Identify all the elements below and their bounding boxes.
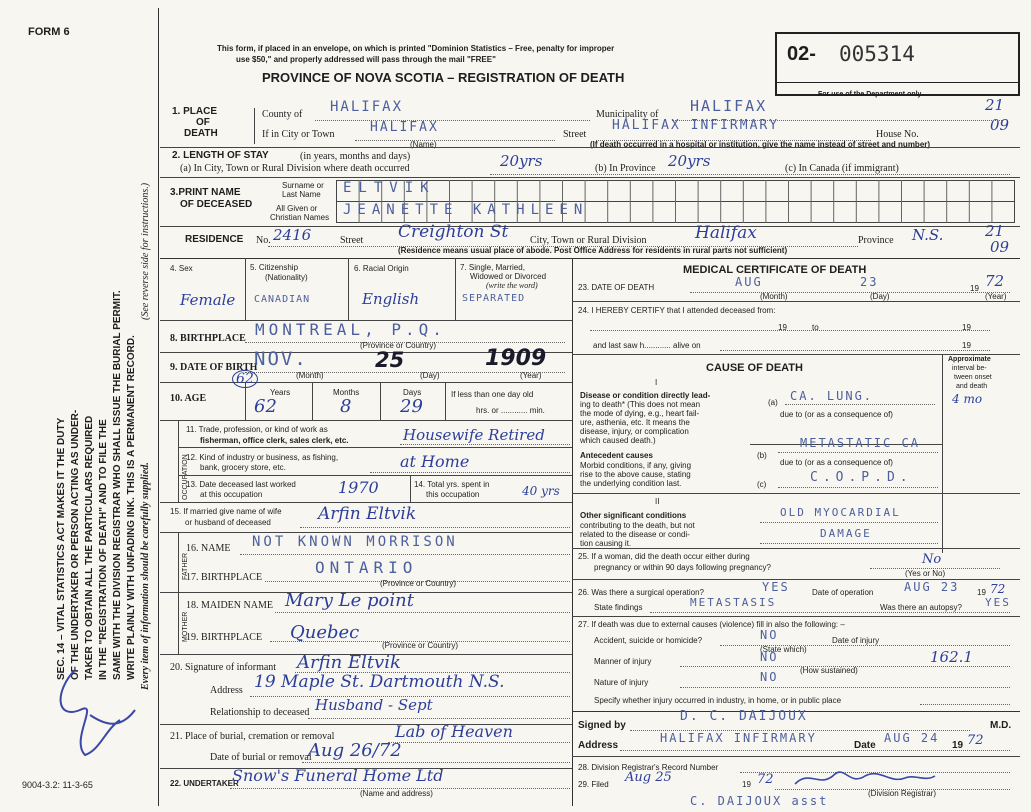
label-reg-record: 28. Division Registrar's Record Number (578, 763, 719, 772)
side-line-3: TAKER TO OBTAIN ALL THE PARTICULARS REQUIRED (84, 415, 95, 680)
dis-5: disease, injury, or complication (580, 427, 689, 436)
dis-6: which caused death.) (580, 436, 656, 445)
dob-year-value: 1909 (485, 346, 547, 371)
ante-2: Morbid conditions, if any, giving (580, 461, 692, 470)
mother-birth-value: Quebec (290, 622, 360, 643)
label-industry2: bank, grocery store, etc. (200, 463, 286, 472)
notice-line-1: This form, if placed in an envelope, on which is printed "Dominion Statistics – Free, penalty for improper (217, 44, 615, 53)
label-christian: Christian Names (270, 213, 330, 222)
nature-value: NO (760, 670, 779, 684)
cause-b-value: METASTATIC CA (800, 436, 920, 450)
informant-address-value: 19 Maple St. Dartmouth N.S. (254, 672, 505, 692)
citizenship-value: CANADIAN (254, 294, 311, 305)
father-value: NOT KNOWN MORRISON (252, 534, 458, 550)
label-date-last: 13. Date deceased last worked (186, 480, 296, 489)
other-cond-2: DAMAGE (820, 527, 872, 540)
label-date-op: Date of operation (812, 588, 874, 597)
side-line-5: SAME WITH THE DIVISION REGISTRAR WHO SHALL ISSUE THE BURIAL PERMIT. (112, 290, 123, 680)
dept-code-1: 21 (985, 96, 1005, 114)
findings-value: METASTASIS (690, 596, 777, 609)
surgery-value: YES (762, 580, 790, 594)
label-res-street: Street (340, 235, 364, 246)
dod-year-value: 72 (985, 272, 1005, 290)
label-total-yrs2: this occupation (426, 490, 480, 499)
label-racial: 6. Racial Origin (354, 264, 409, 273)
due-to-2: due to (or as a consequence of) (780, 458, 893, 467)
trade-value: Housewife Retired (403, 426, 545, 444)
stay-note: (in years, months and days) (300, 151, 411, 162)
side-line-7: (See reverse side for instructions.) (140, 182, 151, 320)
label-of: OF (196, 117, 210, 128)
label-street: Street (563, 129, 587, 140)
label-city: If in City or Town (262, 129, 335, 140)
mother-value: Mary Le point (285, 590, 414, 611)
informant-value: Arfin Eltvik (297, 652, 401, 673)
label-write-word: (write the word) (486, 281, 538, 290)
other-4: tion causing it. (580, 539, 632, 548)
label-cert-19c: 19 (962, 341, 971, 350)
label-relationship: Relationship to deceased (210, 707, 310, 718)
dob-day-value: 25 (375, 348, 405, 372)
dod-month-value: AUG (735, 275, 763, 289)
label-dob-day: (Day) (420, 371, 440, 380)
given-names-value: JEANETTE KATHLEEN (343, 202, 589, 218)
label-industry: 12. Kind of industry or business, as fishing, (186, 453, 339, 462)
sig-year-value: 72 (967, 733, 984, 748)
other-2: contributing to the death, but not (580, 521, 695, 530)
cause-a-value: CA. LUNG. (790, 389, 874, 403)
label-single: 7. Single, Married, (460, 263, 525, 272)
label-woman-2: pregnancy or within 90 days following pregnancy? (594, 563, 771, 572)
label-county: County of (262, 109, 303, 120)
label-sig-address: Address (578, 740, 619, 751)
label-hrs-min: hrs. or ............ min. (476, 406, 545, 415)
city-value: HALIFAX (370, 120, 439, 135)
label-f-name: 16. NAME (186, 543, 231, 554)
other-cond-1: OLD MYOCARDIAL (780, 506, 901, 519)
label-res-province: Province (858, 235, 894, 246)
birthplace-value: MONTREAL, P.Q. (255, 320, 446, 339)
reg-number: 005314 (839, 42, 915, 66)
label-age: 10. AGE (170, 393, 207, 404)
sig-address-value: HALIFAX INFIRMARY (660, 731, 817, 745)
label-days: Days (403, 388, 422, 397)
label-months: Months (333, 388, 360, 397)
woman-value: No (922, 552, 942, 567)
label-f-birth: 17. BIRTHPLACE (186, 572, 263, 583)
dis-3: the mode of dying, e.g., heart fail- (580, 409, 700, 418)
label-stay-b: (b) In Province (595, 163, 656, 174)
dod-day-value: 23 (860, 275, 879, 289)
label-occupation: OCCUPATION (182, 454, 189, 500)
label-years: Years (270, 388, 291, 397)
label-of-deceased: OF DECEASED (180, 199, 253, 210)
signed-value: D. C. DAIJOUX (680, 709, 808, 724)
label-wife: 15. If married give name of wife (170, 507, 282, 516)
label-state-which: (State which) (760, 645, 807, 654)
label-length-stay: 2. LENGTH OF STAY (172, 150, 269, 161)
medical-title: MEDICAL CERTIFICATE OF DEATH (683, 264, 867, 276)
label-nature: Nature of injury (594, 678, 649, 687)
label-certify: 24. I HEREBY CERTIFY that I attended deceased from: (578, 306, 776, 315)
dept-code-4: 09 (990, 238, 1010, 256)
label-md: M.D. (990, 720, 1012, 731)
label-father: FATHER (182, 552, 189, 580)
label-death: DEATH (184, 128, 218, 139)
burial-date-value: Aug 26/72 (308, 740, 402, 761)
approx-1: Approximate (948, 356, 991, 363)
op-year-value: 72 (990, 582, 1006, 596)
label-mother: MOTHER (182, 611, 189, 642)
cause-title: CAUSE OF DEATH (706, 362, 803, 374)
interval-a-value: 4 mo (952, 392, 983, 406)
label-name-note: (Name) (410, 140, 437, 149)
label-m-maiden: 18. MAIDEN NAME (186, 600, 273, 611)
label-stay-c: (c) In Canada (if immigrant) (785, 163, 899, 174)
reg-prefix: 02- (787, 43, 816, 65)
label-name-address: (Name and address) (360, 789, 433, 798)
label-trade2: fisherman, office clerk, sales clerk, etc. (200, 436, 349, 445)
surname-value: ELTVIK (343, 180, 436, 196)
spouse-value: Arfin Eltvik (318, 504, 417, 524)
sex-value: Female (180, 291, 236, 309)
label-cert-19b: 19 (962, 323, 971, 332)
label-m-birth: 19. BIRTHPLACE (186, 632, 263, 643)
autopsy-value: YES (985, 596, 1011, 609)
dept-code-3: 21 (985, 222, 1005, 240)
label-dod-year: (Year) (985, 292, 1007, 301)
cause-c-value: C.O.P.D. (810, 470, 913, 485)
due-to-1: due to (or as a consequence of) (780, 410, 893, 419)
accident-value: NO (760, 628, 779, 642)
registrar-value: C. DAIJOUX asst (690, 794, 829, 808)
label-total-yrs: 14. Total yrs. spent in (414, 480, 490, 489)
label-inf-address: Address (210, 685, 243, 696)
label-dob-year: (Year) (520, 371, 542, 380)
label-widowed: Widowed or Divorced (470, 272, 547, 281)
label-sig-19: 19 (952, 740, 964, 751)
label-nationality: (Nationality) (265, 273, 308, 282)
stay-b-value: 20yrs (668, 152, 711, 170)
label-surgical: 26. Was there a surgical operation? (578, 588, 704, 597)
res-street-value: Creighton St (398, 222, 509, 242)
form-title: PROVINCE OF NOVA SCOTIA – REGISTRATION OF DEATH (262, 70, 625, 85)
res-no-value: 2416 (273, 226, 312, 244)
hospital-note: (If death occurred in a hospital or institution, give the name instead of street and number) (590, 140, 931, 149)
father-birth-value: ONTARIO (315, 558, 418, 577)
label-citizenship: 5. Citizenship (250, 263, 299, 272)
label-res-no: No. (256, 235, 271, 246)
age-circled: 62 (232, 370, 258, 388)
ante-1: Antecedent causes (580, 451, 653, 460)
dept-code-2: 09 (990, 116, 1010, 134)
side-line-6: WRITE PLAINLY WITH UNFADING INK. THIS IS A PERMANENT RECORD. (126, 335, 137, 680)
dis-1: Disease or condition directly lead- (580, 391, 711, 400)
notice-line-2: use $50," and properly addressed will pass through the mail "FREE" (236, 55, 496, 64)
label-state-find: State findings (594, 603, 643, 612)
form-number: FORM 6 (28, 26, 70, 38)
label-house-no: House No. (876, 129, 919, 140)
injury-code-value: 162.1 (930, 648, 973, 666)
op-date-value: AUG 23 (904, 580, 960, 594)
dis-2: ing to death* (This does not mean (580, 400, 701, 409)
label-birthplace: 8. BIRTHPLACE (170, 333, 246, 344)
label-sex: 4. Sex (170, 264, 193, 273)
label-how-sustained: (How sustained) (800, 666, 858, 675)
other-1: Other significant conditions (580, 511, 687, 520)
racial-value: English (362, 290, 420, 308)
relationship-value: Husband - Sept (315, 696, 433, 714)
margin-scribble (45, 660, 145, 760)
age-years-value: 62 (254, 396, 277, 417)
label-last-saw: and last saw h............ alive on (593, 341, 701, 350)
side-line-4: IN THE "REGISTRATION OF DEATH" AND TO FILE THE (98, 419, 109, 680)
label-residence: RESIDENCE (185, 234, 244, 245)
age-days-value: 29 (400, 396, 423, 417)
label-manner: Manner of injury (594, 657, 652, 666)
label-dod-month: (Month) (760, 292, 788, 301)
sig-date-value: AUG 24 (884, 731, 940, 745)
label-print-name: 3.PRINT NAME (170, 187, 241, 198)
ante-4: the underlying condition last. (580, 479, 682, 488)
label-trade: 11. Trade, profession, or kind of work as (186, 425, 328, 434)
dept-use-label: For use of the Department only (818, 91, 922, 98)
approx-2: interval be- (952, 365, 987, 372)
label-less-day: If less than one day old (451, 390, 534, 399)
label-autopsy: Was there an autopsy? (880, 603, 962, 612)
label-woman-1: 25. If a woman, did the death occur either during (578, 552, 750, 561)
stay-a-value: 20yrs (500, 152, 543, 170)
burial-place-value: Lab of Heaven (395, 722, 513, 741)
label-filed: 29. Filed (578, 780, 609, 789)
label-last-name: Last Name (282, 190, 321, 199)
label-all-given: All Given or (276, 204, 318, 213)
roman-one: I (655, 378, 658, 387)
label-date-last2: at this occupation (200, 490, 263, 499)
ante-3: rise to the above cause, stating (580, 470, 691, 479)
side-line-2: OF THE UNDERTAKER OR PERSON ACTING AS UNDER- (70, 409, 81, 680)
other-3: related to the disease or condi- (580, 530, 690, 539)
approx-4: and death (956, 383, 988, 390)
res-province-value: N.S. (912, 226, 944, 244)
label-specify: Specify whether injury occurred in industry, in home, or in public place (594, 696, 842, 705)
county-value: HALIFAX (330, 99, 404, 115)
label-dob: 9. DATE OF BIRTH (170, 362, 258, 373)
label-res-city: City, Town or Rural Division (530, 235, 647, 246)
municipality-value: HALIFAX (690, 97, 768, 115)
label-m-prov: (Province or Country) (382, 641, 459, 650)
label-dod-day: (Day) (870, 292, 890, 301)
label-surname: Surname or (282, 181, 324, 190)
form-left-border (158, 8, 159, 806)
last-worked-value: 1970 (338, 478, 379, 497)
age-months-value: 8 (340, 396, 352, 417)
marital-value: SEPARATED (462, 293, 526, 304)
filed-year-value: 72 (757, 772, 774, 787)
label-dob-month: (Month) (296, 371, 324, 380)
approx-3: tween onset (954, 374, 992, 381)
industry-value: at Home (400, 452, 470, 471)
label-external: 27. If death was due to external causes (violence) fill in also the following: – (578, 620, 845, 629)
filed-date-value: Aug 25 (625, 770, 672, 785)
roman-two: II (655, 497, 660, 506)
label-dod: 23. DATE OF DEATH (578, 283, 655, 292)
label-municipality: Municipality of (596, 109, 659, 120)
label-burial-date: Date of burial or removal (210, 752, 312, 763)
label-div-reg: (Division Registrar) (868, 789, 937, 798)
label-signed-by: Signed by (578, 720, 626, 731)
label-accident: Accident, suicide or homicide? (594, 636, 703, 645)
side-line-1: SEC. 14 – VITAL STATISTICS ACT MAKES IT THE DUTY (56, 417, 67, 680)
label-cert-19a: 19 (778, 323, 787, 332)
label-stay-a: (a) In City, Town or Rural Division where death occurred (180, 163, 410, 174)
manner-value: NO (760, 650, 779, 664)
label-prov-country: (Province or Country) (360, 341, 437, 350)
label-sig-date: Date (854, 740, 876, 751)
label-op-19: 19 (977, 588, 986, 597)
registration-box (775, 32, 1020, 96)
footer-code: 9004-3.2: 11-3-65 (22, 780, 93, 790)
label-informant: 20. Signature of informant (170, 662, 277, 673)
label-filed-19: 19 (742, 780, 751, 789)
label-wife2: or husband of deceased (185, 518, 271, 527)
label-undertaker: 22. UNDERTAKER (170, 779, 239, 788)
side-line-8: Every item of information should be carefully supplied. (140, 462, 151, 690)
label-yes-no: (Yes or No) (905, 569, 946, 578)
street-value: HALIFAX INFIRMARY (612, 118, 780, 133)
res-city-value: Halifax (695, 223, 757, 243)
dis-4: ure, asthenia, etc. It means the (580, 418, 690, 427)
label-date-injury: Date of injury (832, 636, 880, 645)
undertaker-value: Snow's Funeral Home Ltd (232, 766, 444, 785)
total-years-value: 40 yrs (522, 484, 560, 498)
label-dod-19: 19 (970, 284, 979, 293)
residence-note: (Residence means usual place of abode. Post Office Address for residents in rural parts not sufficient) (398, 246, 788, 255)
label-cert-to: to (812, 323, 819, 332)
label-place: 1. PLACE (172, 106, 218, 117)
dob-month-value: NOV. (254, 348, 308, 370)
label-burial: 21. Place of burial, cremation or removal (170, 731, 335, 742)
label-f-prov: (Province or Country) (380, 579, 457, 588)
